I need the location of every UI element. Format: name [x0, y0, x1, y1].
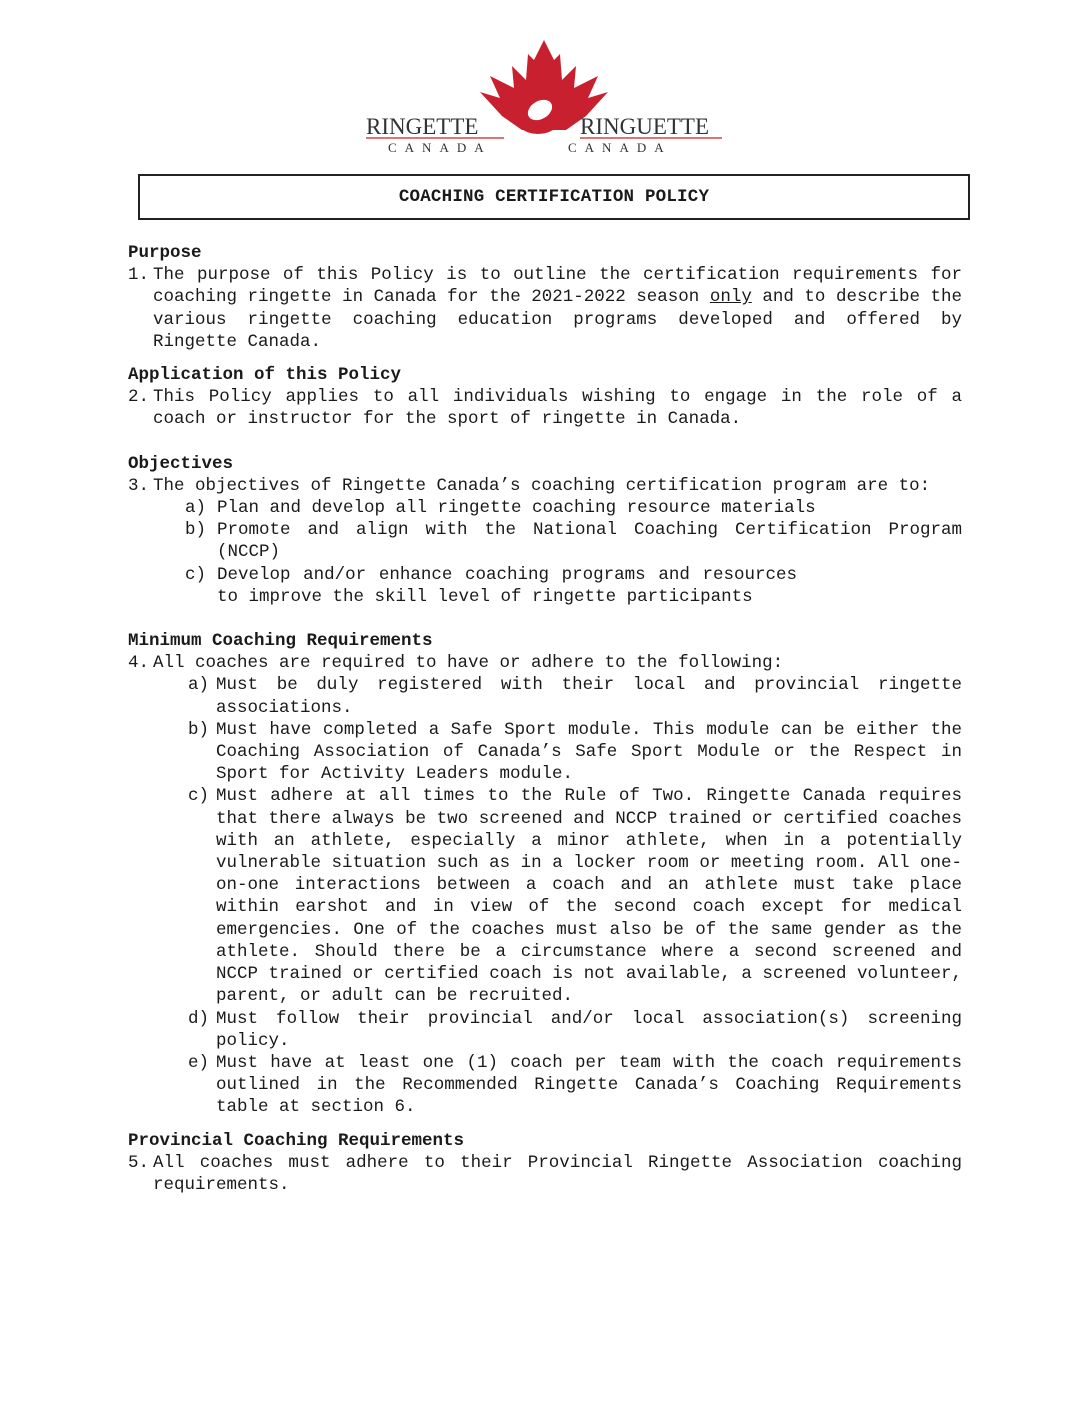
list-item: d) Must follow their provincial and/or local association(s) screening policy. — [188, 1008, 962, 1051]
section-minimum-requirements — [128, 630, 962, 1118]
list-item: a) Must be duly registered with their local and provincial ringette associations. — [188, 675, 962, 718]
paragraph-number: 1. — [128, 265, 150, 286]
paragraph — [128, 264, 962, 353]
paragraph-number: 5. — [128, 1152, 150, 1173]
paragraph — [128, 652, 962, 674]
paragraph-text: The purpose of this Policy is to outline the certification requirements for coaching ringette in Canada for the 2021-2022 season only and to describe the various ringette coaching education programs developed and offered by Ringette Canada. — [153, 265, 962, 352]
logo-right-text: RINGUETTE — [580, 114, 710, 139]
ringette-ring-icon — [512, 90, 564, 134]
section-heading: Minimum Coaching Requirements — [128, 631, 433, 652]
list-item: c) Develop and/or enhance coaching programs and resources to improve the skill level of ringette participants — [185, 564, 797, 607]
paragraph-text: All coaches must adhere to their Provincial Ringette Association coaching requirements. — [153, 1152, 962, 1195]
paragraph — [128, 386, 962, 430]
section-heading: Application of this Policy — [128, 365, 402, 386]
list-item: b) Must have completed a Safe Sport module. This module can be either the Coaching Association of Canada’s Safe Sport Module or the Respect in Sport for Activity Leaders module. — [188, 719, 962, 785]
paragraph — [128, 475, 962, 497]
paragraph-text: All coaches are required to have or adhere to the following: — [153, 653, 784, 674]
section-heading: Objectives — [128, 453, 234, 474]
list-item: e) Must have at least one (1) coach per team with the coach requirements outlined in the Recommended Ringette Canada’s Coaching Requirements table at section 6. — [188, 1052, 962, 1118]
section-heading: Provincial Coaching Requirements — [128, 1130, 465, 1151]
list-item: a) Plan and develop all ringette coaching resource materials — [185, 498, 816, 519]
ringette-canada-logo — [362, 36, 726, 158]
paragraph — [128, 1152, 962, 1196]
paragraph-text: This Policy applies to all individuals wishing to engage in the role of a coach or instructor for the sport of ringette in Canada. — [153, 387, 962, 430]
requirements-list — [188, 674, 962, 1118]
logo-left-sub: CANADA — [388, 140, 492, 155]
underlined-word: only — [709, 287, 752, 308]
logo-left-text: RINGETTE — [366, 114, 479, 139]
paragraph-text: The objectives of Ringette Canada’s coaching certification program are to: — [153, 475, 931, 496]
list-item: c) Must adhere at all times to the Rule of Two. Ringette Canada requires that there always be two screened and NCCP trained or certified coaches with an athlete, especially a minor athlete, when in a potentially vulnerable situation such as in a locker room or meeting room. All one-on-one interactions between a coach and an athlete must take place within earshot and in view of the second coach except for medical emergencies. One of the coaches must also be of the same gender as the athlete. Should there be a circumstance where a second screened and NCCP trained or certified coach is not available, a screened volunteer, parent, or adult can be recruited. — [188, 786, 962, 1007]
policy-body — [128, 242, 962, 1207]
section-provincial-requirements — [128, 1130, 962, 1197]
section-purpose — [128, 242, 962, 353]
list-item: b) Promote and align with the National Coaching Certification Program (NCCP) — [185, 520, 962, 563]
paragraph-number: 3. — [128, 475, 150, 496]
policy-title: COACHING CERTIFICATION POLICY — [138, 174, 970, 220]
objectives-list — [185, 497, 962, 608]
section-heading: Purpose — [128, 243, 202, 263]
paragraph-number: 2. — [128, 387, 150, 408]
logo-right-sub: CANADA — [568, 140, 672, 155]
paragraph-number: 4. — [128, 653, 150, 674]
section-application — [128, 364, 962, 431]
section-objectives — [128, 453, 962, 608]
